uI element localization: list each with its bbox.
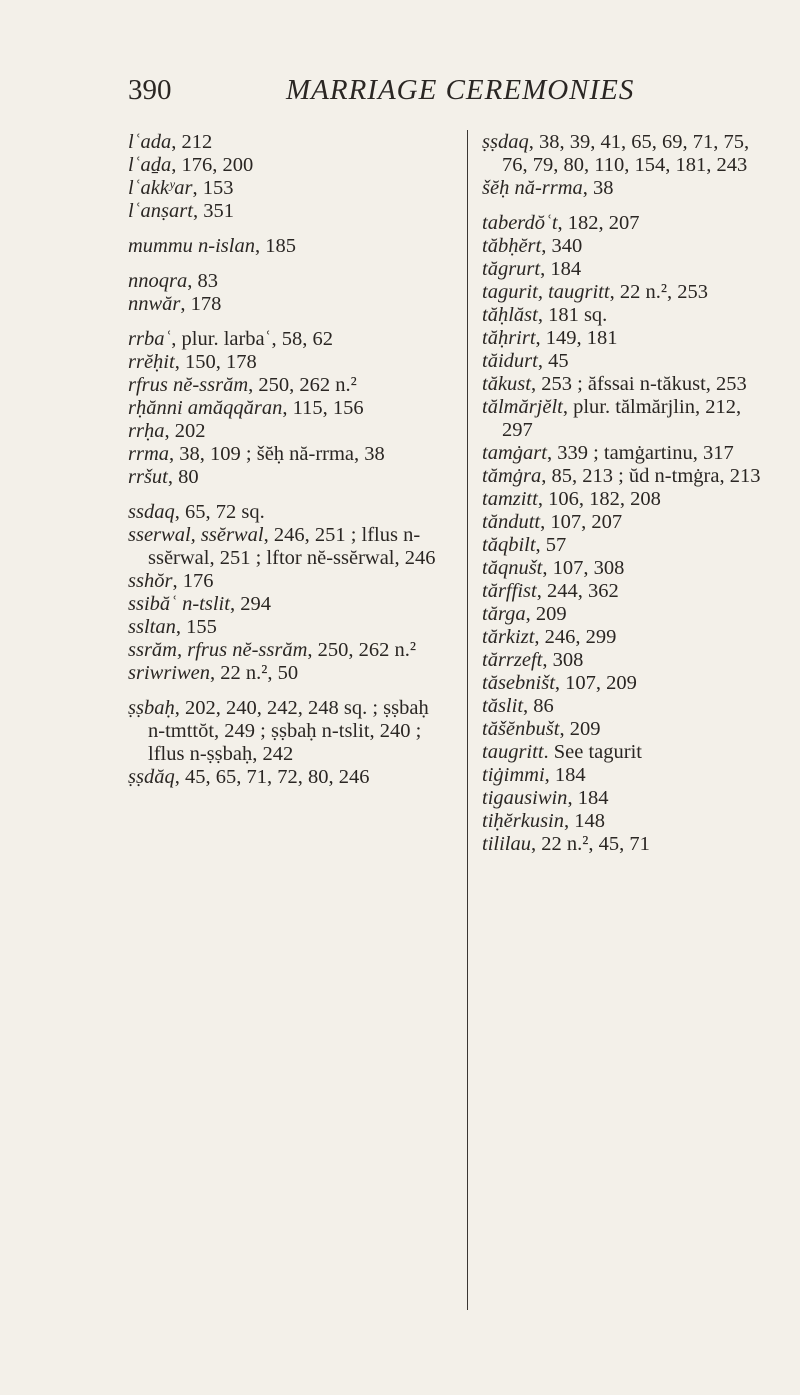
entry-references: , 184 <box>540 258 582 280</box>
index-entry <box>128 443 446 466</box>
entry-headword: tăḥlăst <box>482 304 538 326</box>
entry-references: , 57 <box>535 534 567 556</box>
index-entry <box>128 420 446 443</box>
index-group <box>128 501 446 685</box>
index-entry <box>482 327 772 350</box>
index-entry <box>128 235 446 258</box>
entry-references: , 38, 39, 41, 65, 69, 71, 75, 76, 79, 80, 110, 154, 181, 243 <box>502 131 750 176</box>
entry-references: , 80 <box>167 466 199 488</box>
entry-references: , 253 ; ăfssai n-tăkust, 253 <box>530 373 747 395</box>
entry-headword: sshŏr <box>128 570 173 592</box>
entry-headword: lʿaḏa <box>128 154 172 176</box>
entry-headword: tililau <box>482 833 531 855</box>
entry-references: , 294 <box>229 593 271 615</box>
index-entry <box>128 616 446 639</box>
entry-references: , 250, 262 n.² <box>248 374 357 396</box>
index-entry <box>128 662 446 685</box>
entry-headword: tărga <box>482 603 526 625</box>
index-entry <box>482 695 772 718</box>
entry-references: , 184 <box>567 787 609 809</box>
entry-references: , 149, 181 <box>535 327 618 349</box>
entry-headword: tăgrurt <box>482 258 541 280</box>
entry-references: , 65, 72 sq. <box>174 501 265 523</box>
index-group <box>128 270 446 316</box>
entry-references: , 339 ; tamġartinu, 317 <box>546 442 734 464</box>
entry-references: , 308 <box>542 649 584 671</box>
entry-references: , 86 <box>523 695 554 717</box>
entry-references: , 153 <box>192 177 234 199</box>
column-divider <box>467 130 468 1310</box>
index-entry <box>128 697 446 766</box>
entry-headword: tămġra <box>482 465 542 487</box>
index-entry <box>128 501 446 524</box>
entry-references: , 351 <box>192 200 234 222</box>
index-group <box>128 328 446 489</box>
index-entry <box>482 350 772 373</box>
entry-references: , 178 <box>180 293 222 315</box>
entry-references: , 250, 262 n.² <box>307 639 417 661</box>
entry-references: , 45, 65, 71, 72, 80, 246 <box>174 766 370 788</box>
page-number: 390 <box>128 74 172 106</box>
entry-references: , 38, 109 ; šĕḥ nă-rrma, 38 <box>169 443 385 465</box>
entry-references: , 115, 156 <box>282 397 364 419</box>
entry-headword: taugritt <box>482 741 544 763</box>
entry-headword: ṣṣdăq <box>128 766 175 788</box>
entry-headword: tălmărjĕlt <box>482 396 563 418</box>
index-entry <box>482 580 772 603</box>
index-entry <box>128 200 446 223</box>
index-entry <box>128 397 446 420</box>
index-group <box>482 212 772 856</box>
entry-headword: ṣṣdaq <box>482 131 529 153</box>
entry-headword: rršut <box>128 466 168 488</box>
index-entry <box>128 639 446 662</box>
entry-headword: tăšĕnbušt <box>482 718 560 740</box>
index-entry <box>128 293 446 316</box>
index-entry <box>482 511 772 534</box>
index-entry <box>482 603 772 626</box>
index-entry <box>128 131 446 154</box>
index-entry <box>482 649 772 672</box>
index-entry <box>482 373 772 396</box>
entry-headword: rḥănni amăqqăran <box>128 397 283 419</box>
left-column <box>128 131 446 801</box>
index-entry <box>128 766 446 789</box>
entry-headword: tăḥrirt <box>482 327 536 349</box>
page-header <box>128 74 748 124</box>
entry-headword: sriwriwen <box>128 662 211 684</box>
entry-headword: ssrăm, rfrus nĕ-ssrăm <box>128 639 308 661</box>
entry-headword: ssibăʿ n-tslit <box>128 593 230 615</box>
entry-references: , 246, 251 ; lflus n-ssĕrwal, 251 ; lftor nĕ-ssĕrwal, 246 <box>148 524 436 569</box>
entry-references: , 45 <box>537 350 569 372</box>
index-entry <box>128 593 446 616</box>
index-group <box>128 235 446 258</box>
index-entry <box>128 466 446 489</box>
index-entry <box>128 351 446 374</box>
entry-headword: tăqbilt <box>482 534 536 556</box>
entry-headword: tăkust <box>482 373 531 395</box>
index-entry <box>482 396 772 442</box>
entry-headword: tiḥĕrkusin <box>482 810 564 832</box>
entry-references: , 209 <box>559 718 601 740</box>
entry-headword: tiġimmi <box>482 764 545 786</box>
index-entry <box>482 177 772 200</box>
entry-headword: nnoqra <box>128 270 188 292</box>
entry-references: , 185 <box>254 235 296 257</box>
entry-headword: taberdŏʿt <box>482 212 558 234</box>
entry-headword: lʿakkʸar <box>128 177 193 199</box>
entry-references: , 176 <box>172 570 214 592</box>
entry-references: , 182, 207 <box>557 212 640 234</box>
entry-references: , 22 n.², 45, 71 <box>530 833 650 855</box>
entry-references: , 244, 362 <box>536 580 619 602</box>
entry-references: , 184 <box>544 764 586 786</box>
index-entry <box>128 328 446 351</box>
entry-references: , 148 <box>564 810 605 832</box>
index-entry <box>482 442 772 465</box>
entry-references: , 155 <box>175 616 217 638</box>
entry-headword: rrĕḥit <box>128 351 175 373</box>
entry-headword: tagurit, taugritt <box>482 281 610 303</box>
index-entry <box>482 488 772 511</box>
entry-headword: tărkizt <box>482 626 535 648</box>
index-entry <box>128 270 446 293</box>
entry-headword: rrḥa <box>128 420 165 442</box>
entry-headword: ṣṣbaḥ <box>128 697 175 719</box>
entry-references: , 212 <box>171 131 213 153</box>
index-group <box>128 697 446 789</box>
entry-headword: tăsebništ <box>482 672 555 694</box>
entry-references: , 22 n.², 50 <box>210 662 299 684</box>
entry-headword: tăqnušt <box>482 557 543 579</box>
index-entry <box>482 281 772 304</box>
entry-headword: ssltan <box>128 616 176 638</box>
entry-headword: rrma <box>128 443 170 465</box>
right-column <box>482 131 772 868</box>
entry-references: , 22 n.², 253 <box>609 281 708 303</box>
index-group <box>482 131 772 200</box>
entry-headword: tăidurt <box>482 350 538 372</box>
entry-headword: tărffist <box>482 580 537 602</box>
index-entry <box>482 131 772 177</box>
entry-references: , plur. larbaʿ, 58, 62 <box>171 328 333 350</box>
entry-references: , 107, 207 <box>540 511 623 533</box>
entry-references: , 202 <box>164 420 206 442</box>
entry-headword: tăndutt <box>482 511 541 533</box>
entry-references: , plur. tălmărjlin, 212, 297 <box>502 396 742 441</box>
entry-references: , 202, 240, 242, 248 sq. ; ṣṣbaḥ n-tmttŏt, 249 ; ṣṣbaḥ n-tslit, 240 ; lflus n-ṣṣbaḥ, 242 <box>148 697 429 765</box>
index-entry <box>482 741 772 764</box>
entry-headword: šĕḥ nă-rrma <box>482 177 583 199</box>
entry-references: . See tagurit <box>543 741 643 763</box>
entry-references: , 340 <box>541 235 583 257</box>
entry-headword: rfrus nĕ-ssrăm <box>128 374 249 396</box>
index-entry <box>482 212 772 235</box>
index-entry <box>482 534 772 557</box>
entry-headword: tăbḥĕrt <box>482 235 542 257</box>
index-entry <box>482 235 772 258</box>
index-entry <box>482 787 772 810</box>
entry-headword: lʿanṣart <box>128 200 193 222</box>
index-entry <box>482 718 772 741</box>
entry-references: , 246, 299 <box>534 626 617 648</box>
index-entry <box>482 626 772 649</box>
index-entry <box>482 304 772 327</box>
entry-references: , 176, 200 <box>171 154 254 176</box>
entry-references: , 107, 308 <box>542 557 625 579</box>
index-entry <box>482 672 772 695</box>
entry-headword: rrbaʿ <box>128 328 172 350</box>
index-entry <box>128 177 446 200</box>
index-entry <box>482 258 772 281</box>
entry-headword: nnwăr <box>128 293 181 315</box>
entry-references: , 38 <box>582 177 614 199</box>
entry-references: , 209 <box>525 603 567 625</box>
entry-references: , 106, 182, 208 <box>537 488 661 510</box>
entry-headword: tamġart <box>482 442 547 464</box>
entry-headword: tăslit <box>482 695 524 717</box>
entry-references: , 107, 209 <box>554 672 637 694</box>
entry-references: , 150, 178 <box>174 351 257 373</box>
entry-headword: tărrzeft <box>482 649 543 671</box>
index-entry <box>482 810 772 833</box>
entry-headword: ssdaq <box>128 501 175 523</box>
entry-headword: sserwal, ssĕrwal <box>128 524 264 546</box>
entry-headword: mummu n-islan <box>128 235 255 257</box>
entry-references: , 181 sq. <box>537 304 608 326</box>
index-entry <box>482 764 772 787</box>
entry-headword: tigausiwin <box>482 787 568 809</box>
index-entry <box>128 154 446 177</box>
entry-headword: tamzitt <box>482 488 538 510</box>
index-entry <box>128 374 446 397</box>
running-title: MARRIAGE CEREMONIES <box>286 74 635 106</box>
index-entry <box>482 465 772 488</box>
index-entry <box>128 524 446 570</box>
entry-references: , 85, 213 ; ŭd n-tmġra, 213 <box>541 465 761 487</box>
index-group <box>128 131 446 223</box>
entry-references: , 83 <box>187 270 218 292</box>
index-entry <box>482 833 772 856</box>
entry-headword: lʿada <box>128 131 172 153</box>
index-entry <box>482 557 772 580</box>
index-entry <box>128 570 446 593</box>
